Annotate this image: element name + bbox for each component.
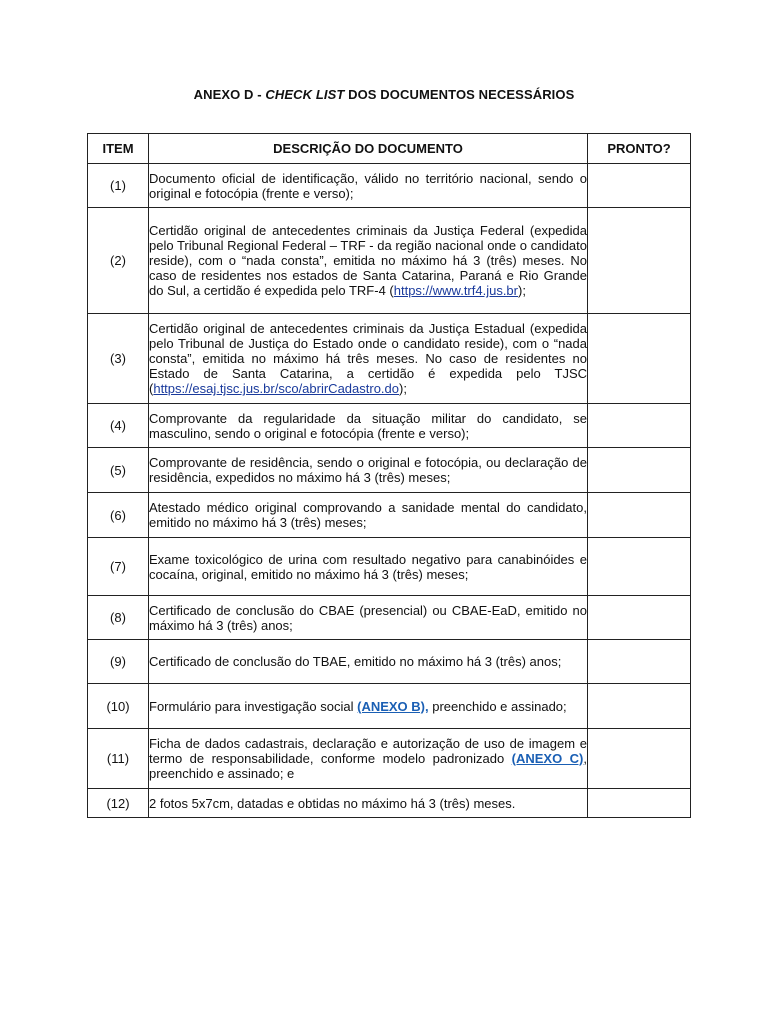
row-ready-cell[interactable] [588,640,691,684]
table-row [88,789,691,818]
row-ready-cell[interactable] [588,314,691,404]
row-item-number: (5) [88,448,149,493]
table-row [88,164,691,208]
row-description: Comprovante de residência, sendo o original e fotocópia, ou declaração de residência, expedidos no máximo há 3 (três) meses; [149,448,588,493]
anexo-b-link[interactable]: (ANEXO B), [357,698,429,714]
header-ready: PRONTO? [588,134,691,164]
table-row [88,640,691,684]
row-text-after: , preenchido e assinado; e [149,751,588,781]
row-text: Certidão original de antecedentes criminais da Justiça Federal (expedida pelo Tribunal Regional Federal – TRF - da região nacional onde o candidato reside), com o “nada consta”, emitida no máximo há 3 (três) meses. No caso de residentes nos estados de Santa Catarina, Paraná e Rio Grande do Sul, a certidão é expedida pelo TRF-4 ( [149,223,587,298]
row-ready-cell[interactable] [588,164,691,208]
table-row [88,404,691,448]
title-prefix: ANEXO D - [193,87,266,102]
table-row [88,729,691,789]
row-item-number: (2) [88,208,149,314]
row-ready-cell[interactable] [588,493,691,538]
anexo-c-link[interactable]: (ANEXO C) [511,751,584,766]
row-description: Certificado de conclusão do TBAE, emitido no máximo há 3 (três) anos; [149,640,588,684]
row-item-number: (10) [88,684,149,729]
row-ready-cell[interactable] [588,684,691,729]
row-item-number: (1) [88,164,149,208]
row-description: Documento oficial de identificação, válido no território nacional, sendo o original e fotocópia (frente e verso); [149,164,588,208]
row-description: Certificado de conclusão do CBAE (presencial) ou CBAE-EaD, emitido no máximo há 3 (três) anos; [149,596,588,640]
table-row [88,208,691,314]
row-ready-cell[interactable] [588,538,691,596]
row-description: Atestado médico original comprovando a sanidade mental do candidato, emitido no máximo há 3 (três) meses; [149,493,588,538]
row-description: Comprovante da regularidade da situação militar do candidato, se masculino, sendo o original e fotocópia (frente e verso); [149,404,588,448]
row-ready-cell[interactable] [588,448,691,493]
checklist-table [87,133,691,818]
row-text: Ficha de dados cadastrais, declaração e autorização de uso de imagem e termo de responsabilidade, conforme modelo padronizado [149,736,587,766]
row-item-number: (6) [88,493,149,538]
header-description: DESCRIÇÃO DO DOCUMENTO [149,134,588,164]
row-ready-cell[interactable] [588,789,691,818]
row-text-after: ); [399,381,407,396]
table-row [88,314,691,404]
table-row [88,448,691,493]
row-item-number: (7) [88,538,149,596]
table-header-row [88,134,691,164]
row-description [149,208,588,314]
row-ready-cell[interactable] [588,596,691,640]
table-row [88,538,691,596]
row-item-number: (3) [88,314,149,404]
row-item-number: (8) [88,596,149,640]
header-item: ITEM [88,134,149,164]
page-title [0,87,768,102]
row-ready-cell[interactable] [588,208,691,314]
row-item-number: (12) [88,789,149,818]
title-italic: CHECK LIST [265,87,345,102]
tjsc-link[interactable]: https://esaj.tjsc.jus.br/sco/abrirCadastro.do [153,381,400,396]
row-ready-cell[interactable] [588,404,691,448]
row-text-after: preenchido e assinado; [428,698,567,714]
row-description: 2 fotos 5x7cm, datadas e obtidas no máximo há 3 (três) meses. [149,789,588,818]
trf4-link[interactable]: https://www.trf4.jus.br [393,283,518,298]
row-item-number: (11) [88,729,149,789]
title-suffix: DOS DOCUMENTOS NECESSÁRIOS [344,87,575,102]
row-item-number: (4) [88,404,149,448]
table-row [88,684,691,729]
row-description [149,729,588,789]
row-ready-cell[interactable] [588,729,691,789]
row-description: Exame toxicológico de urina com resultado negativo para canabinóides e cocaína, original, emitido no máximo há 3 (três) meses; [149,538,588,596]
table-row [88,493,691,538]
table-row [88,596,691,640]
row-item-number: (9) [88,640,149,684]
row-text-after: ); [518,283,526,298]
row-text: Formulário para investigação social [149,698,358,714]
row-description [149,314,588,404]
row-text: Certidão original de antecedentes criminais da Justiça Estadual (expedida pelo Tribunal de Justiça do Estado onde o candidato reside), com o “nada consta”, emitida no máximo há três meses. No caso de residentes no Estado de Santa Catarina, a certidão é expedida pelo TJSC ( [149,321,587,396]
row-description [149,684,588,729]
